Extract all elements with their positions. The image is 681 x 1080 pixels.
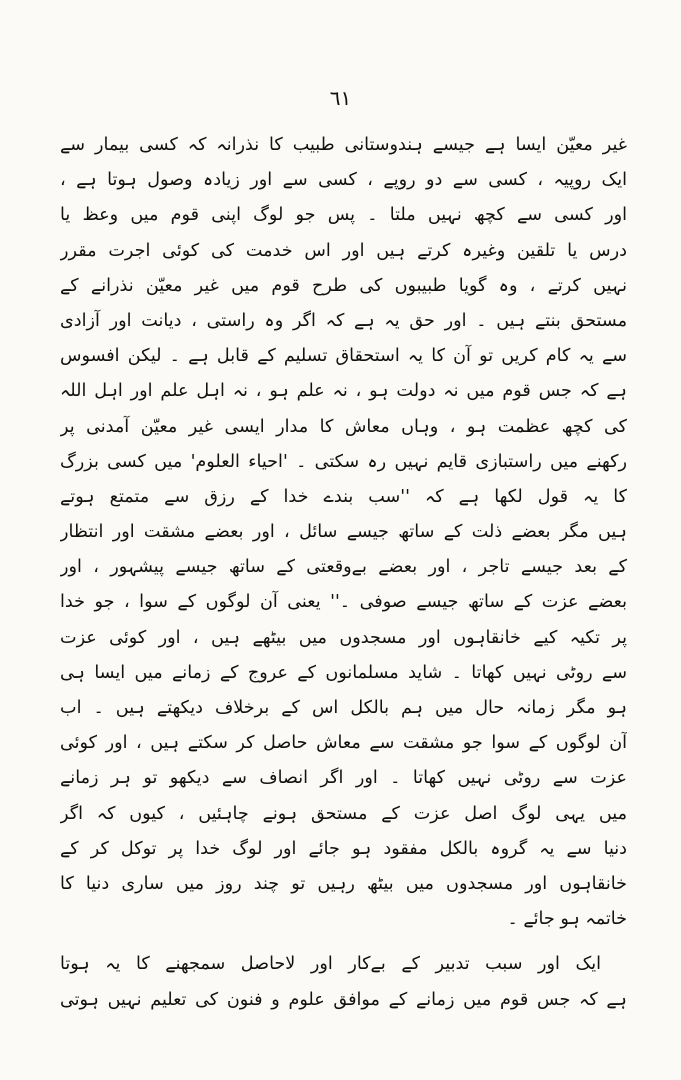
text-line: خاتمہ ہو جائے ۔ [507, 909, 627, 930]
text-line: ہے کہ جس قوم میں نہ دولت ہو ، نہ علم ہو ، نہ اہل علم اور اہل اللہ [60, 381, 627, 402]
body-text [60, 128, 627, 1018]
text-line: ایک اور سبب تدبیر کے بےکار اور لاحاصل سمجھنے کا یہ ہوتا [60, 954, 601, 975]
text-line: ہیں مگر بعضے ذلت کے ساتھ جیسے سائل ، اور بعضے مشقت اور انتظار [60, 522, 627, 543]
text-line: رکھنے میں راستبازی قایم نہیں رہ سکتی ۔ 'احیاء العلوم' میں کسی بزرگ [60, 451, 627, 472]
text-line: نہیں کرتے ، وہ گویا طبیبوں کی طرح قوم میں غیر معیّن نذرانے کے [60, 275, 627, 296]
text-line: اور کسی سے کچھ نہیں ملتا ۔ پس جو لوگ اپنی قوم میں وعظ یا [60, 205, 627, 226]
text-line: مستحق بنتے ہیں ۔ اور حق یہ ہے کہ اگر وہ راستی ، دیانت اور آزادی [60, 310, 627, 331]
text-line: میں یہی لوگ اصل عزت کے مستحق ہونے چاہئیں ، کیوں کہ اگر [60, 803, 627, 824]
text-line: بعضے عزت کے ساتھ جیسے صوفی ۔'' یعنی آن لوگوں کے سوا ، جو خدا [60, 592, 627, 613]
text-line: غیر معیّن ایسا ہے جیسے ہندوستانی طبیب کا نذرانہ کہ کسی بیمار سے [60, 135, 627, 155]
text-line: دنیا سے یہ گروہ بالکل مفقود ہو جائے اور لوگ خدا پر توکل کر کے [60, 838, 627, 859]
text-line: کی کچھ عظمت ہو ، وہاں معاش کا مدار ایسی غیر معیّن آمدنی پر [60, 416, 627, 437]
text-line: کے بعد جیسے تاجر ، اور بعضے بےوقعتی کے ساتھ جیسے پیشہور ، اور [60, 557, 627, 578]
text-line: کا یہ قول لکھا ہے کہ ''سب بندے خدا کے رزق سے متمتع ہوتے [60, 486, 627, 507]
text-line: درس یا تلقین وغیرہ کرتے ہیں اور اس خدمت کی کوئی اجرت مقرر [60, 240, 627, 261]
text-line: سے یہ کام کریں تو آن کا یہ استحقاق تسلیم کے قابل ہے ۔ لیکن افسوس [60, 346, 627, 367]
text-line: پر تکیہ کیے خانقاہوں اور مسجدوں میں بیٹھے ہیں ، اور کوئی عزت [60, 627, 627, 648]
text-line: ہو مگر زمانہ حال میں ہم بالکل اس کے برخلاف دیکھتے ہیں ۔ اب [60, 698, 627, 718]
text-line: ایک روپیہ ، کسی سے دو روپے ، کسی سے اور زیادہ وصول ہوتا ہے ، [60, 170, 627, 191]
paragraph-2 [60, 947, 627, 1017]
page-number: ٦١ [329, 86, 352, 110]
text-line: عزت سے روٹی نہیں کھاتا ۔ اور اگر انصاف سے دیکھو تو ہر زمانے [60, 768, 627, 789]
text-line: ہے کہ جس قوم میں زمانے کے موافق علوم و فنون کی تعلیم نہیں ہوتی [60, 989, 627, 1010]
text-line: خانقاہوں اور مسجدوں میں بیٹھ رہیں تو چند روز میں ساری دنیا کا [60, 873, 627, 894]
text-line: سے روٹی نہیں کھاتا ۔ شاید مسلمانوں کے عروج کے زمانے میں ایسا ہی [60, 662, 627, 683]
text-line: آن لوگوں کے سوا جو مشقت سے معاش حاصل کر سکتے ہیں ، اور کوئی [60, 733, 627, 754]
paragraph-1 [60, 128, 627, 937]
